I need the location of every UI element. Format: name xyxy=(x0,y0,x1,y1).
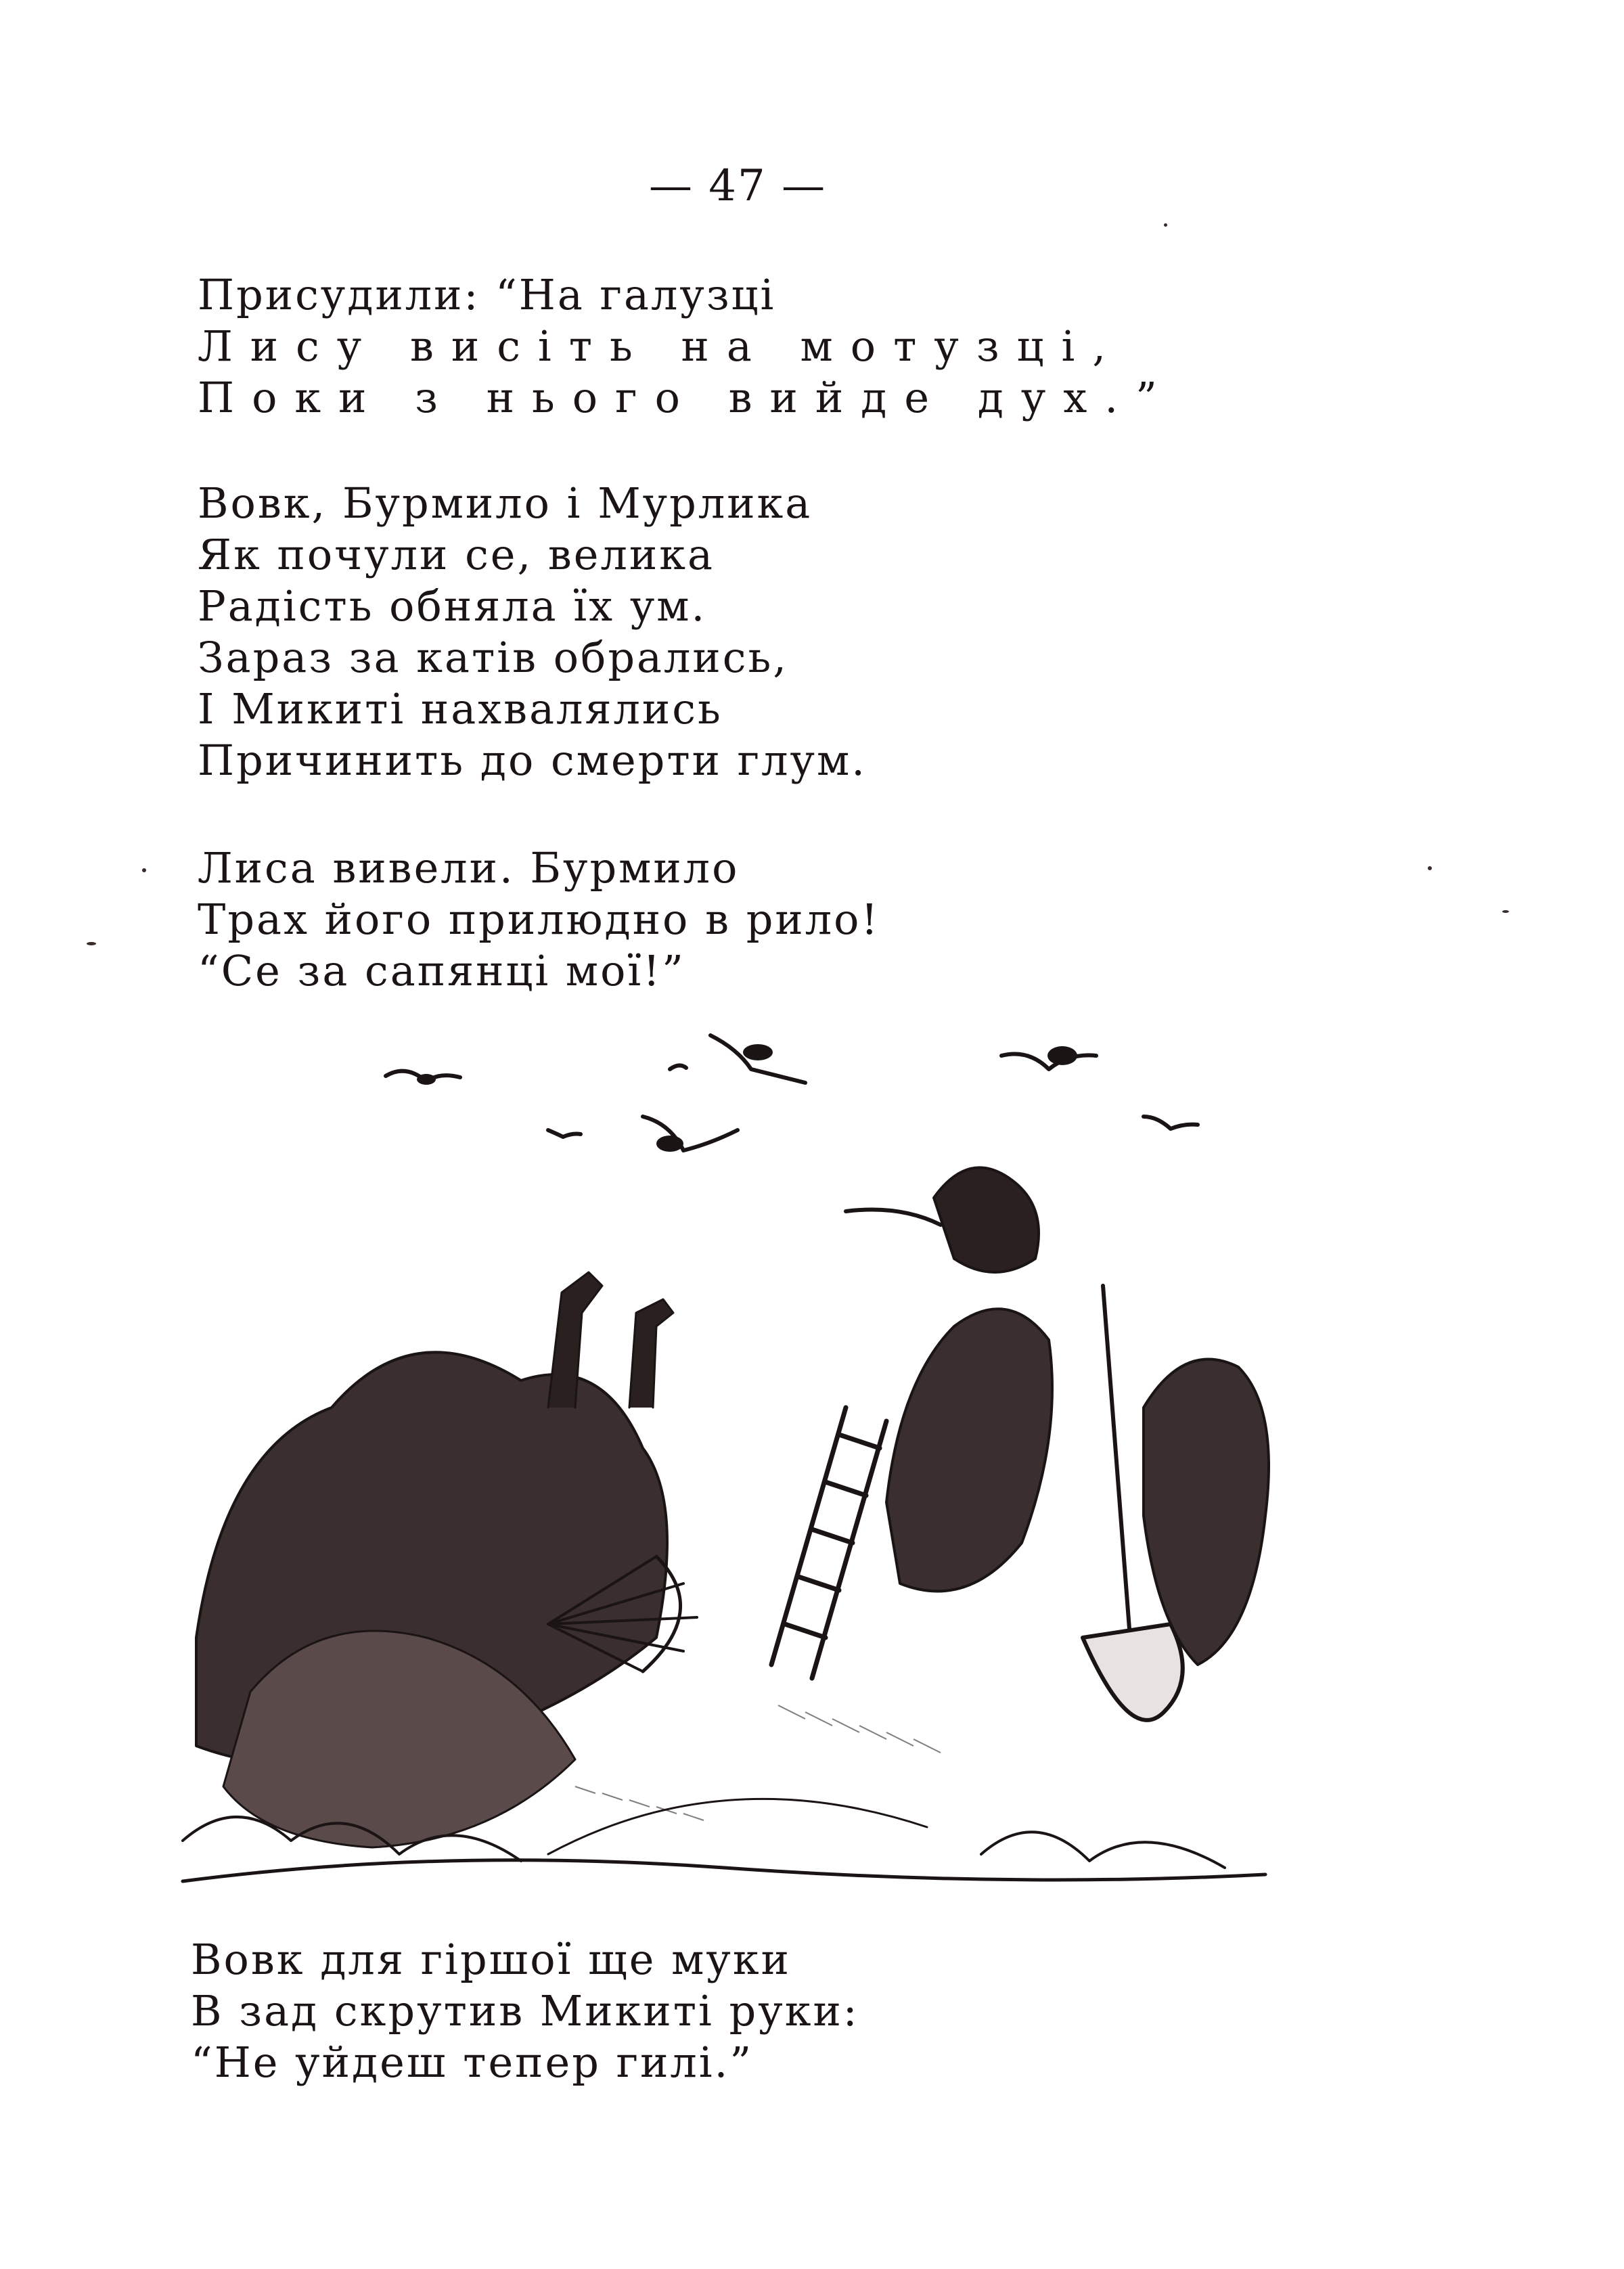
verse-line: “Се за сапянці мої!” xyxy=(198,946,685,995)
verse-line: Вовк для гіршої ще муки xyxy=(191,1935,791,1984)
verse-line: Лису висіть на мотузці, xyxy=(198,321,1124,371)
verse-line: В зад скрутив Микиті руки: xyxy=(191,1986,859,2036)
verse-line: Зараз за катів обрались, xyxy=(198,633,788,682)
verse-line: “Не уйдеш тепер гилі.” xyxy=(191,2038,754,2087)
print-speck xyxy=(1502,910,1509,913)
verse-line: Поки з нього вийде дух.” xyxy=(198,373,1175,422)
verse-line: Лиса вивели. Бурмило xyxy=(198,843,740,893)
stanza-2 xyxy=(198,478,867,786)
verse-line: Трах його прилюдно в рило! xyxy=(198,895,880,944)
verse-line: Радість обняла їх ум. xyxy=(198,581,707,631)
verse-line: Як почули се, велика xyxy=(198,530,715,579)
ladder xyxy=(771,1408,886,1678)
verse-line: І Микиті нахвалялись xyxy=(198,684,723,734)
print-speck xyxy=(1428,866,1432,870)
engraving-illustration xyxy=(169,1029,1286,1922)
verse-line: Вовк, Бурмило і Мурлика xyxy=(198,478,813,528)
stanza-4 xyxy=(191,1934,859,2088)
page-number: — 47 — xyxy=(648,161,827,211)
print-speck xyxy=(87,942,96,945)
verse-line: Присудили: “На галузці xyxy=(198,270,776,319)
print-speck xyxy=(1164,223,1167,227)
print-speck xyxy=(142,868,146,872)
stanza-1 xyxy=(198,269,1175,424)
verse-line: Причинить до смерти глум. xyxy=(198,736,867,785)
stanza-3 xyxy=(198,843,880,997)
